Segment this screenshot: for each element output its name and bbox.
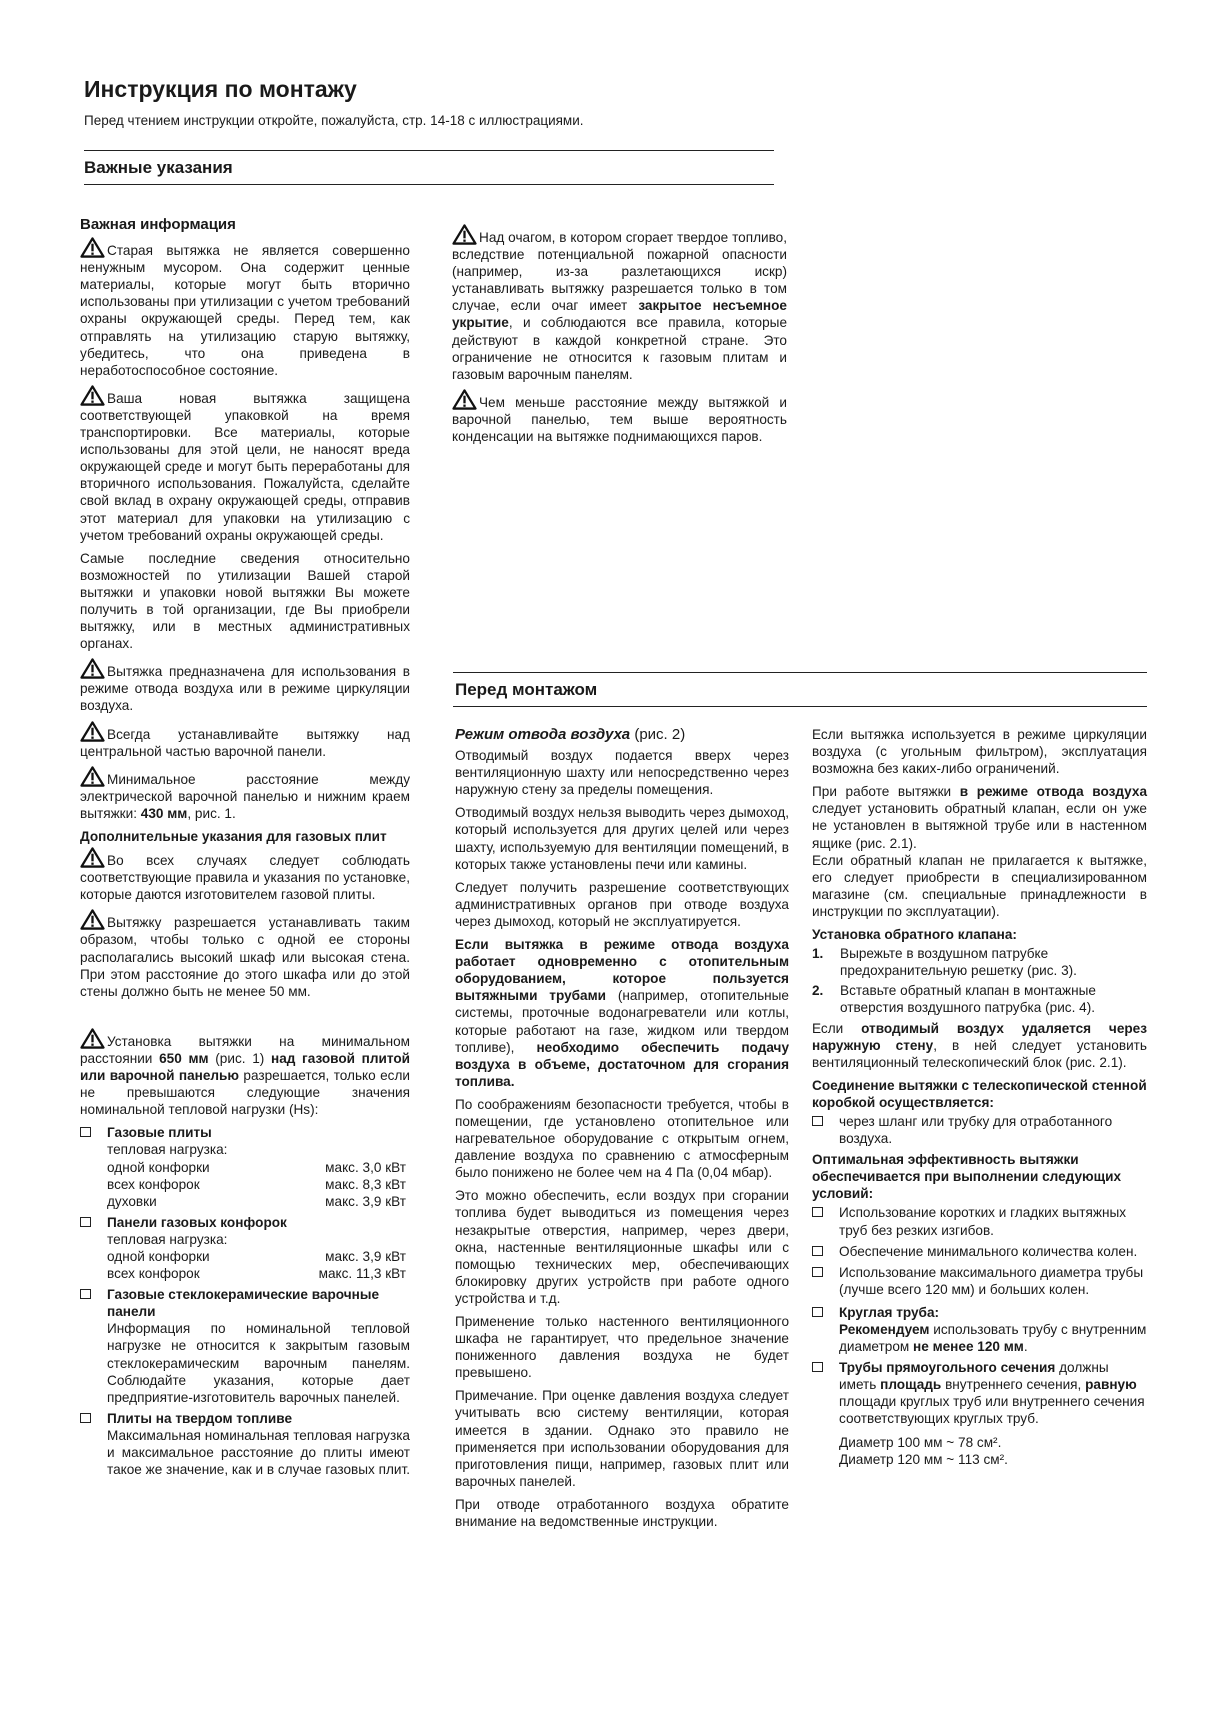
warning-icon bbox=[80, 847, 105, 868]
checkbox-icon bbox=[80, 1127, 91, 1137]
warning-icon bbox=[80, 658, 105, 679]
warning-paragraph: Ваша новая вытяжка защищена соответствующей упаковкой на время транспортировки. Все материалы, которые использованы для этой цели, не наносят вреда окружающей среде и могут быть переработаны для вторичного использования. Пожалуйста, сделайте свой вклад в охрану окружающей среды, отправив этот материал для упаковки на утилизацию с учетом требований охраны окружающей среды. bbox=[80, 385, 410, 544]
heading-valve-install: Установка обратного клапана: bbox=[812, 927, 1017, 943]
paragraph: Если обратный клапан не прилагается к вытяжке, его следует приобрести в специализированном магазине (см. специальные принадлежности в инструкции по эксплуатации). bbox=[812, 852, 1147, 919]
checkbox-icon bbox=[812, 1307, 823, 1317]
heading-important-info: Важная информация bbox=[80, 216, 236, 233]
checklist-item: Использование коротких и гладких вытяжных труб без резких изгибов. bbox=[812, 1204, 1147, 1238]
paragraph: Отводимый воздух подается вверх через вентиляционную шахту или непосредственно через наружную стену за пределы помещения. bbox=[455, 748, 789, 798]
paragraph: При работе вытяжки в режиме отвода воздуха следует установить обратный клапан, если он уже не установлен в вытяжной трубе или в настенном ящике (рис. 2.1). bbox=[812, 784, 1148, 851]
paragraph: При отводе отработанного воздуха обратите внимание на ведомственные инструкции. bbox=[455, 1496, 789, 1530]
divider bbox=[453, 672, 1147, 673]
paragraph: Это можно обеспечить, если воздух при сгорании топлива будет выводиться из помещения через незакрытые отверстия, например, через двери, окна, настенные вентиляционные шкафы или с помощью технических мер, обеспечивающих блокировку других устройств при работе одного устройства и т.д. bbox=[455, 1188, 789, 1306]
divider bbox=[84, 150, 774, 151]
heading-exhaust-mode: Режим отвода воздуха (рис. 2) bbox=[455, 726, 686, 743]
paragraph: Если вытяжка используется в режиме циркуляции воздуха (с угольным фильтром), эксплуатация возможна без каких-либо ограничений. bbox=[812, 727, 1147, 777]
warning-icon bbox=[80, 385, 105, 406]
column-1 bbox=[80, 216, 410, 1482]
divider bbox=[84, 184, 774, 185]
paragraph: Отводимый воздух нельзя выводить через дымоход, который используется для других целей или через шахту, используемую для вентиляции помещений, в которых также установлены печи или камины. bbox=[455, 805, 789, 872]
checklist-item: Газовые плиты тепловая нагрузка: одной конфорки макс. 3,0 кВт всех конфорок макс. 8,3 кВт духовки макс. 3,9 кВт bbox=[80, 1124, 410, 1209]
warning-paragraph: Вытяжка предназначена для использования в режиме отвода воздуха или в режиме циркуляции воздуха. bbox=[80, 658, 410, 714]
warning-paragraph: Над очагом, в котором сгорает твердое топливо, вследствие потенциальной пожарной опасности (например, из-за разлетающихся искр) устанавливать вытяжку разрешается только в том случае, если очаг имеет закрытое несъемное укрытие, и соблюдаются все правила, которые действуют в каждой конкретной стране. Это ограничение не относится к газовым плитам и газовым варочным панелям. bbox=[452, 224, 787, 383]
checklist-item: Круглая труба: Рекомендуем использовать трубу с внутренним диаметром не менее 120 мм. bbox=[812, 1304, 1147, 1355]
checklist-item: Панели газовых конфорок тепловая нагрузка: одной конфорки макс. 3,9 кВт всех конфорок макс. 11,3 кВт bbox=[80, 1214, 410, 1282]
paragraph: По соображениям безопасности требуется, чтобы в помещении, где установлено отопительное или нагревательное оборудование с открытым огнем, давление воздуха по сравнению с атмосферным было понижено не более чем на 4 Па (0,04 мбар). bbox=[455, 1096, 789, 1181]
checklist-item: Использование максимального диаметра трубы (лучше всего 120 мм) и больших колен. bbox=[812, 1264, 1147, 1298]
warning-paragraph: Установка вытяжки на минимальном расстоянии 650 мм (рис. 1) над газовой плитой или варочной панелью разрешается, только если не превышаются следующие значения номинальной тепловой нагрузки (Hs): bbox=[80, 1028, 410, 1118]
checkbox-icon bbox=[80, 1289, 91, 1299]
checklist-item: через шланг или трубку для отработанного воздуха. bbox=[812, 1113, 1147, 1147]
page-subtitle: Перед чтением инструкции откройте, пожалуйста, стр. 14-18 с иллюстрациями. bbox=[84, 113, 584, 128]
warning-icon bbox=[80, 766, 105, 787]
heading-telescopic: Соединение вытяжки с телескопической стенной коробкой осуществляется: bbox=[812, 1077, 1147, 1110]
paragraph: Самые последние сведения относительно возможностей по утилизации Вашей старой вытяжки и упаковки новой вытяжки Вы можете получить в той организации, где Вы приобрели вытяжку, или в местных административных органах. bbox=[80, 550, 410, 652]
warning-icon bbox=[80, 237, 105, 258]
paragraph: Следует получить разрешение соответствующих административных органов при отводе воздуха через дымоход, который не эксплуатируется. bbox=[455, 879, 789, 929]
warning-paragraph: Минимальное расстояние между электрической варочной панелью и нижним краем вытяжки: 430 мм, рис. 1. bbox=[80, 766, 410, 822]
warning-paragraph: Старая вытяжка не является совершенно ненужным мусором. Она содержит ценные материалы, которые могут быть вторично использованы при утилизации с учетом требований охраны окружающей среды. Перед тем, как отправлять на утилизацию старую вытяжку, убедитесь, что она приведена в неработоспособное состояние. bbox=[80, 237, 410, 379]
step-item: 2. Вставьте обратный клапан в монтажные отверстия воздушного патрубка (рис. 4). bbox=[812, 983, 1096, 1016]
checkbox-icon bbox=[812, 1246, 823, 1256]
warning-icon bbox=[80, 721, 105, 742]
heading-gas-notes: Дополнительные указания для газовых плит bbox=[80, 829, 387, 844]
paragraph: Если вытяжка в режиме отвода воздуха работает одновременно с отопительным оборудованием, которое пользуется вытяжными трубами (например, отопительные системы, проточные водонагреватели или котлы, которые работают на газе, жидком или твердом топливе), необходимо обеспечить подачу воздуха в объеме, достаточном для сгорания топлива. bbox=[455, 937, 790, 1089]
section-title-important: Важные указания bbox=[84, 158, 233, 177]
step-item: 1. Вырежьте в воздушном патрубке предохранительную решетку (рис. 3). bbox=[812, 946, 1077, 979]
checklist-item: Трубы прямоугольного сечения должны иметь площадь внутреннего сечения, равную площади круглых труб или внутреннего сечения соответствующих круглых труб. Диаметр 100 мм ~ 78 см². Диаметр 120 мм ~ 113 см². bbox=[812, 1359, 1147, 1468]
warning-paragraph: Во всех случаях следует соблюдать соответствующие правила и указания по установке, которые даются изготовителем газовой плиты. bbox=[80, 847, 410, 903]
warning-icon bbox=[80, 1028, 105, 1049]
checkbox-icon bbox=[812, 1207, 823, 1217]
page-title: Инструкция по монтажу bbox=[84, 76, 357, 102]
section-title-before-install: Перед монтажом bbox=[455, 680, 598, 699]
warning-icon bbox=[452, 389, 477, 410]
paragraph: Примечание. При оценке давления воздуха следует учитывать всю систему вентиляции, которая имеется в здании. Однако это правило не применяется при использовании оборудования для приготовления пищи, например, газовых плит или варочных панелей. bbox=[455, 1388, 789, 1489]
checkbox-icon bbox=[812, 1116, 823, 1126]
checklist-item: Обеспечение минимального количества колен. bbox=[812, 1243, 1147, 1260]
heading-optimal: Оптимальная эффективность вытяжки обеспечивается при выполнении следующих условий: bbox=[812, 1152, 1122, 1202]
warning-icon bbox=[452, 224, 477, 245]
paragraph: Если отводимый воздух удаляется через наружную стену, в ней следует установить вентиляционный телескопический блок (рис. 2.1). bbox=[812, 1020, 1147, 1070]
paragraph: Применение только настенного вентиляционного шкафа не гарантирует, что предельное значение пониженного давления воздуха не будет превышено. bbox=[455, 1314, 789, 1381]
checkbox-icon bbox=[80, 1413, 91, 1423]
checkbox-icon bbox=[812, 1362, 823, 1372]
column-3 bbox=[812, 726, 1147, 1472]
column-2 bbox=[455, 726, 789, 1536]
divider bbox=[453, 706, 1147, 707]
warning-paragraph: Чем меньше расстояние между вытяжкой и варочной панелью, тем выше вероятность конденсации на вытяжке поднимающихся паров. bbox=[452, 389, 787, 445]
warning-paragraph: Вытяжку разрешается устанавливать таким образом, чтобы только с одной ее стороны располагались высокий шкаф или высокая стена. При этом расстояние до этого шкафа или до этой стены должно быть не менее 50 мм. bbox=[80, 909, 410, 999]
checkbox-icon bbox=[812, 1267, 823, 1277]
warning-icon bbox=[80, 909, 105, 930]
warning-paragraph: Всегда устанавливайте вытяжку над центральной частью варочной панели. bbox=[80, 721, 410, 760]
checklist-item: Газовые стеклокерамические варочные панели Информация по номинальной тепловой нагрузке не относится к закрытым газовым стеклокерамическим варочным панелям. Соблюдайте указания, которые дает предприятие-изготовитель варочных панелей. bbox=[80, 1286, 410, 1406]
checkbox-icon bbox=[80, 1217, 91, 1227]
checklist-item: Плиты на твердом топливе Максимальная номинальная тепловая нагрузка и максимальное расстояние до плиты имеют такое же значение, как и в случае газовых плит. bbox=[80, 1410, 410, 1478]
column-2-top bbox=[452, 224, 787, 451]
